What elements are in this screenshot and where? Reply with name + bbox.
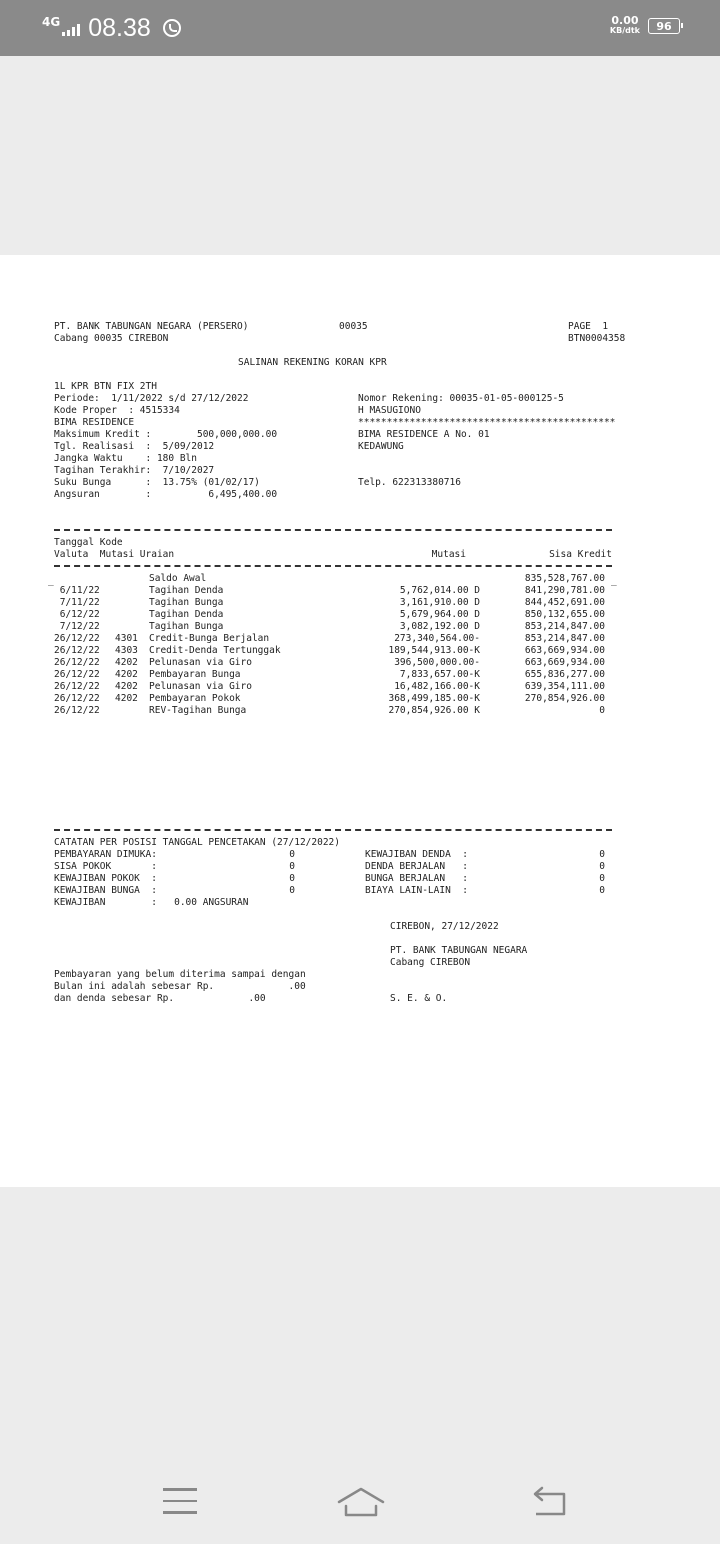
row-code: 4202 — [115, 669, 138, 680]
account-number: Nomor Rekening: 00035-01-05-000125-5 — [358, 393, 564, 404]
note-label: SISA POKOK : — [54, 861, 157, 872]
row-description: Pelunasan via Giro — [149, 657, 252, 668]
row-balance: 853,214,847.00 — [524, 621, 605, 632]
row-balance: 655,836,277.00 — [524, 669, 605, 680]
payment-note-2: Bulan ini adalah sebesar Rp. .00 — [54, 981, 306, 992]
row-balance: 270,854,926.00 — [524, 693, 605, 704]
row-mutation: 7,833,657.00-K — [399, 669, 480, 680]
row-balance: 844,452,691.00 — [524, 597, 605, 608]
errors-omissions: S. E. & O. — [390, 993, 448, 1004]
row-mutation: 396,500,000.00- — [394, 657, 480, 668]
payment-note-1: Pembayaran yang belum diterima sampai dengan — [54, 969, 306, 980]
clock: 08.38 — [88, 13, 151, 42]
row-date: 26/12/22 — [54, 693, 100, 704]
document-code: BTN0004358 — [568, 333, 626, 344]
row-balance: 853,214,847.00 — [524, 633, 605, 644]
divider — [54, 529, 612, 531]
payment-note-3: dan denda sebesar Rp. .00 — [54, 993, 266, 1004]
row-description: Pembayaran Bunga — [149, 669, 241, 680]
column-header-sisa-kredit: Sisa Kredit — [549, 549, 612, 560]
row-mutation: 5,762,014.00 D — [399, 585, 480, 596]
page-number: PAGE 1 — [568, 321, 609, 332]
row-mutation: 5,679,964.00 D — [399, 609, 480, 620]
network-type: 4G — [42, 15, 61, 29]
signature-bank: PT. BANK TABUNGAN NEGARA — [390, 945, 528, 956]
column-header-date-code: Tanggal Kode — [54, 537, 123, 548]
row-code: 4202 — [115, 693, 138, 704]
row-date: 26/12/22 — [54, 645, 100, 656]
note-value: 0 — [599, 861, 605, 872]
row-date: 7/12/22 — [54, 621, 100, 632]
row-description: Tagihan Bunga — [149, 621, 224, 632]
row-date: 26/12/22 — [54, 681, 100, 692]
row-balance: 663,669,934.00 — [524, 657, 605, 668]
home-icon[interactable] — [336, 1484, 386, 1518]
row-description: Pelunasan via Giro — [149, 681, 252, 692]
row-balance: 0 — [599, 705, 605, 716]
row-mutation: 189,544,913.00-K — [388, 645, 480, 656]
row-description: Pembayaran Pokok — [149, 693, 241, 704]
realization-date: Tgl. Realisasi : 5/09/2012 — [54, 441, 215, 452]
row-code: 4301 — [115, 633, 138, 644]
note-label: KEWAJIBAN BUNGA : — [54, 885, 157, 896]
row-description: REV-Tagihan Bunga — [149, 705, 247, 716]
branch-code: 00035 — [339, 321, 368, 332]
row-balance: 663,669,934.00 — [524, 645, 605, 656]
battery-icon — [648, 18, 680, 34]
signal-icon — [62, 24, 80, 36]
note-value: 0 — [599, 873, 605, 884]
divider — [54, 829, 612, 831]
column-header-mutasi: Mutasi — [431, 549, 466, 560]
row-balance: 835,528,767.00 — [524, 573, 605, 584]
battery-level: 96 — [656, 19, 672, 33]
note-label: KEWAJIBAN DENDA : — [365, 849, 468, 860]
residence-name: BIMA RESIDENCE — [54, 417, 135, 428]
row-code: 4303 — [115, 645, 138, 656]
term: Jangka Waktu : 180 Bln — [54, 453, 197, 464]
period: Periode: 1/11/2022 s/d 27/12/2022 — [54, 393, 249, 404]
separator-stars: ********************************************* — [358, 417, 616, 428]
row-mutation: 3,082,192.00 D — [399, 621, 480, 632]
obligation-installment: KEWAJIBAN : 0.00 ANGSURAN — [54, 897, 249, 908]
row-marker-left: _ — [48, 575, 54, 586]
note-value: 0 — [599, 885, 605, 896]
note-label: BUNGA BERJALAN : — [365, 873, 468, 884]
row-balance: 850,132,655.00 — [524, 609, 605, 620]
bank-name: PT. BANK TABUNGAN NEGARA (PERSERO) — [54, 321, 249, 332]
product-name: 1L KPR BTN FIX 2TH — [54, 381, 157, 392]
row-description: Saldo Awal — [149, 573, 207, 584]
notes-title: CATATAN PER POSISI TANGGAL PENCETAKAN (27/12/2022) — [54, 837, 340, 848]
row-code: 4202 — [115, 657, 138, 668]
whatsapp-icon — [163, 19, 181, 37]
row-date: 6/11/22 — [54, 585, 100, 596]
row-description: Credit-Denda Tertunggak — [149, 645, 281, 656]
note-value: 0 — [289, 861, 295, 872]
row-date: 26/12/22 — [54, 705, 100, 716]
divider — [54, 565, 612, 567]
row-mutation: 273,340,564.00- — [394, 633, 480, 644]
place-date: CIREBON, 27/12/2022 — [390, 921, 499, 932]
document-title: SALINAN REKENING KORAN KPR — [238, 357, 387, 368]
column-header-valuta: Valuta Mutasi Uraian — [54, 549, 175, 560]
interest-rate: Suku Bunga : 13.75% (01/02/17) — [54, 477, 260, 488]
row-date: 7/11/22 — [54, 597, 100, 608]
customer-name: H MASUGIONO — [358, 405, 421, 416]
back-icon[interactable] — [530, 1484, 570, 1518]
network-speed: 0.00 KB/dtk — [609, 14, 640, 35]
address-line-1: BIMA RESIDENCE A No. 01 — [358, 429, 490, 440]
row-description: Tagihan Bunga — [149, 597, 224, 608]
last-bill: Tagihan Terakhir: 7/10/2027 — [54, 465, 215, 476]
row-mutation: 16,482,166.00-K — [394, 681, 480, 692]
max-credit: Maksimum Kredit : 500,000,000.00 — [54, 429, 278, 440]
row-mutation: 368,499,185.00-K — [388, 693, 480, 704]
row-description: Tagihan Denda — [149, 609, 224, 620]
row-date: 26/12/22 — [54, 669, 100, 680]
row-date: 6/12/22 — [54, 609, 100, 620]
row-marker-right: _ — [611, 575, 617, 586]
note-value: 0 — [289, 873, 295, 884]
note-value: 0 — [289, 885, 295, 896]
row-code: 4202 — [115, 681, 138, 692]
status-bar — [0, 0, 720, 56]
row-balance: 639,354,111.00 — [524, 681, 605, 692]
row-description: Credit-Bunga Berjalan — [149, 633, 270, 644]
note-label: BIAYA LAIN-LAIN : — [365, 885, 468, 896]
note-label: KEWAJIBAN POKOK : — [54, 873, 157, 884]
row-balance: 841,290,781.00 — [524, 585, 605, 596]
row-description: Tagihan Denda — [149, 585, 224, 596]
kode-proper: Kode Proper : 4515334 — [54, 405, 180, 416]
signature-branch: Cabang CIREBON — [390, 957, 471, 968]
installment: Angsuran : 6,495,400.00 — [54, 489, 278, 500]
branch-name: Cabang 00035 CIREBON — [54, 333, 169, 344]
note-label: PEMBAYARAN DIMUKA: — [54, 849, 157, 860]
row-date: 26/12/22 — [54, 633, 100, 644]
note-label: DENDA BERJALAN : — [365, 861, 468, 872]
phone: Telp. 622313380716 — [358, 477, 461, 488]
row-date: 26/12/22 — [54, 657, 100, 668]
menu-icon[interactable] — [163, 1488, 197, 1516]
note-value: 0 — [599, 849, 605, 860]
note-value: 0 — [289, 849, 295, 860]
address-line-2: KEDAWUNG — [358, 441, 404, 452]
row-mutation: 270,854,926.00 K — [388, 705, 480, 716]
row-mutation: 3,161,910.00 D — [399, 597, 480, 608]
